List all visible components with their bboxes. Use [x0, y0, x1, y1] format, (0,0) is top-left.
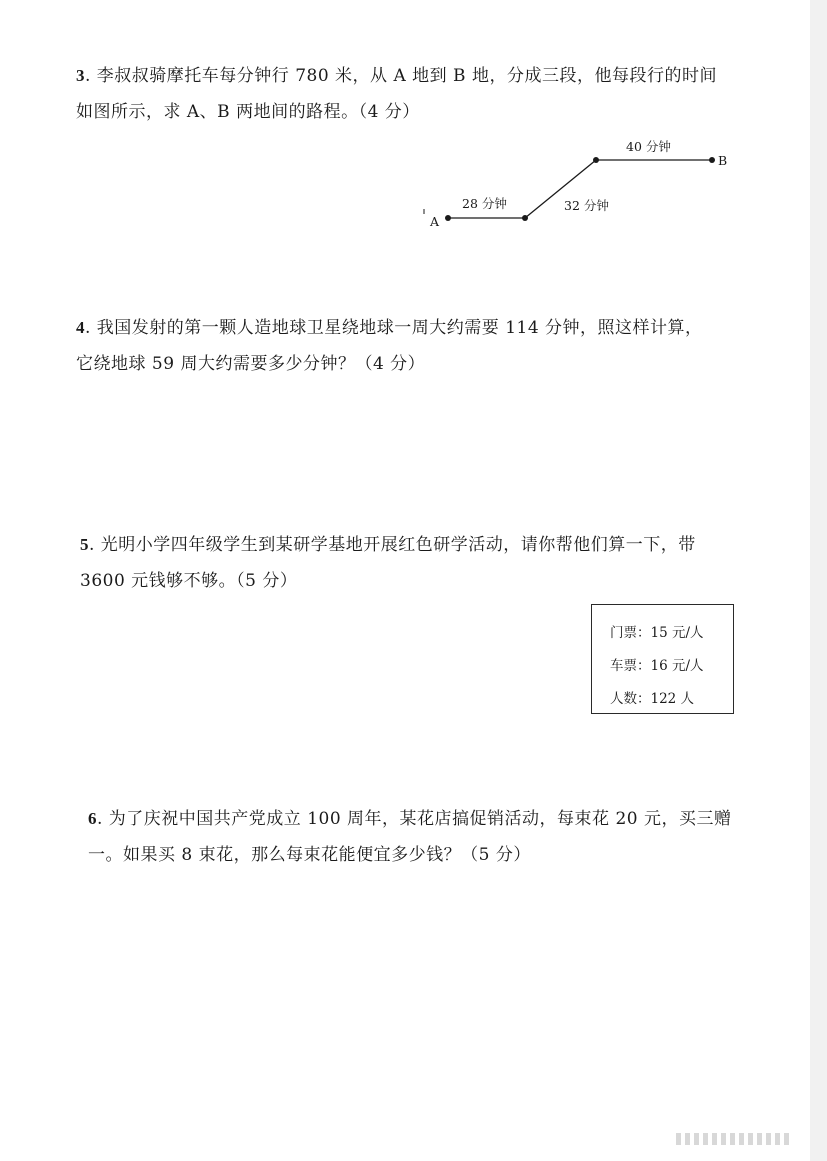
- problem-4-number: 4: [76, 318, 85, 337]
- edge-mark: [721, 1133, 726, 1145]
- route-diagram: [400, 130, 760, 240]
- problem-5-number: 5: [80, 535, 89, 554]
- point-a-dot: [445, 215, 451, 221]
- problem-3-number: 3: [76, 66, 85, 85]
- segment-3-label: 40 分钟: [626, 139, 671, 154]
- point-b-label: B: [718, 153, 728, 168]
- segment-1-label: 28 分钟: [462, 196, 507, 211]
- problem-4-line-2: 它绕地球 59 周大约需要多少分钟？（4 分）: [76, 354, 426, 374]
- problem-6-number: 6: [88, 809, 97, 828]
- problem-6-line-2: 一。如果买 8 束花，那么每束花能便宜多少钱？（5 分）: [88, 845, 531, 865]
- problem-4-text-1: . 我国发射的第一颗人造地球卫星绕地球一周大约需要 114 分钟，照这样计算，: [85, 318, 703, 338]
- edge-mark: [739, 1133, 744, 1145]
- edge-mark: [775, 1133, 780, 1145]
- problem-3-text-1: . 李叔叔骑摩托车每分钟行 780 米，从 A 地到 B 地，分成三段，他每段行的时间: [85, 66, 717, 86]
- problem-5-text-1: . 光明小学四年级学生到某研学基地开展红色研学活动，请你帮他们算一下，带: [89, 535, 696, 555]
- edge-mark: [712, 1133, 717, 1145]
- problem-3: [76, 58, 717, 130]
- edge-mark: [694, 1133, 699, 1145]
- problem-4-line-1: [76, 310, 703, 346]
- point-a-label: A: [430, 214, 440, 229]
- route-diagram-svg: [400, 130, 760, 240]
- edge-mark: [766, 1133, 771, 1145]
- bottom-edge-marks: [676, 1130, 806, 1144]
- problem-5: [80, 527, 696, 599]
- problem-5-line-1: [80, 527, 696, 563]
- point-2-dot: [593, 157, 599, 163]
- problem-5-line-2: 3600 元钱够不够。（5 分）: [80, 571, 298, 591]
- edge-mark: [730, 1133, 735, 1145]
- problem-4: [76, 310, 703, 382]
- problem-6: [88, 801, 732, 873]
- edge-mark: [784, 1133, 789, 1145]
- edge-mark: [685, 1133, 690, 1145]
- problem-3-line-2: 如图所示，求 A、B 两地间的路程。（4 分）: [76, 102, 420, 122]
- ticket-price-row: 门票：15 元/人: [610, 625, 704, 641]
- edge-mark: [676, 1133, 681, 1145]
- page-edge-strip: [810, 0, 827, 1161]
- point-b-dot: [709, 157, 715, 163]
- edge-mark: [757, 1133, 762, 1145]
- problem-6-text-1: . 为了庆祝中国共产党成立 100 周年，某花店搞促销活动，每束花 20 元，买三赠: [97, 809, 732, 829]
- bus-price-row: 车票：16 元/人: [610, 658, 704, 674]
- problem-3-line-1: [76, 58, 717, 94]
- edge-mark: [703, 1133, 708, 1145]
- edge-mark: [748, 1133, 753, 1145]
- segment-2-label: 32 分钟: [564, 198, 609, 213]
- price-info-box: [591, 604, 734, 714]
- problem-6-line-1: [88, 801, 732, 837]
- point-1-dot: [522, 215, 528, 221]
- headcount-row: 人数：122 人: [610, 691, 695, 707]
